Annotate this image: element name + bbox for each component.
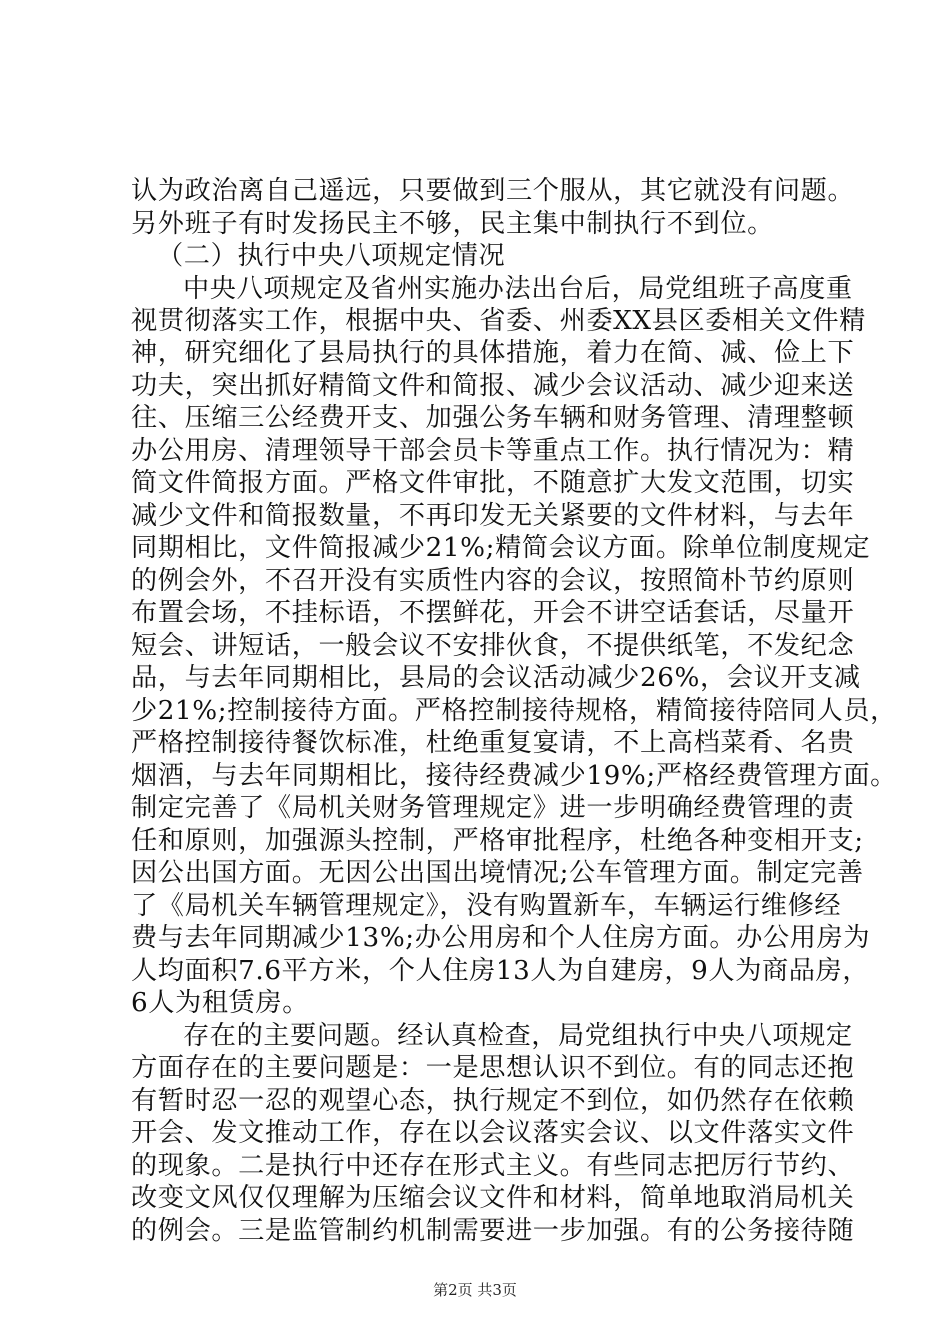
text-line: 短会、讲短话，一般会议不安排伙食，不提供纸笔，不发纪念 [131, 631, 855, 661]
text-line: 往、压缩三公经费开支、加强公务车辆和财务管理、清理整顿 [131, 403, 855, 433]
text-line: 的现象。二是执行中还存在形式主义。有些同志把厉行节约、 [131, 1151, 855, 1181]
text-line: 人均面积7.6平方米，个人住房13人为自建房，9人为商品房， [131, 956, 870, 986]
text-line: 的例会外，不召开没有实质性内容的会议，按照简朴节约原则 [131, 566, 855, 596]
text-line: 任和原则，加强源头控制，严格审批程序，杜绝各种变相开支; [131, 826, 864, 856]
text-line: 烟酒，与去年同期相比，接待经费减少19%;严格经费管理方面。 [131, 761, 897, 791]
text-line: 方面存在的主要问题是：一是思想认识不到位。有的同志还抱 [131, 1053, 855, 1083]
text-line: 布置会场，不挂标语，不摆鲜花，开会不讲空话套话，尽量开 [131, 598, 855, 628]
text-line: 存在的主要问题。经认真检查，局党组执行中央八项规定 [183, 1021, 853, 1051]
text-line: 同期相比，文件简报减少21%;精简会议方面。除单位制度规定 [131, 533, 871, 563]
text-line: 品，与去年同期相比，县局的会议活动减少26%，会议开支减 [131, 663, 861, 693]
text-line: 因公出国方面。无因公出国出境情况;公车管理方面。制定完善 [131, 858, 864, 888]
text-line: 的例会。三是监管制约机制需要进一步加强。有的公务接待随 [131, 1216, 855, 1246]
text-line: 视贯彻落实工作，根据中央、省委、州委XX县区委相关文件精 [131, 306, 866, 336]
text-line: 了《局机关车辆管理规定》，没有购置新车，车辆运行维修经 [131, 891, 842, 921]
text-line: 办公用房、清理领导干部会员卡等重点工作。执行情况为：精 [131, 436, 855, 466]
text-line: 功夫，突出抓好精简文件和简报、减少会议活动、减少迎来送 [131, 371, 855, 401]
text-line: 开会、发文推动工作，存在以会议落实会议、以文件落实文件 [131, 1118, 855, 1148]
page-number-footer: 第2页 共3页 [433, 1281, 517, 1299]
text-line: 减少文件和简报数量，不再印发无关紧要的文件材料，与去年 [131, 501, 855, 531]
text-line: 制定完善了《局机关财务管理规定》进一步明确经费管理的责 [131, 793, 855, 823]
text-line: 严格控制接待餐饮标准，杜绝重复宴请，不上高档菜肴、名贵 [131, 728, 855, 758]
text-line: 中央八项规定及省州实施办法出台后，局党组班子高度重 [183, 274, 853, 304]
text-line: 有暂时忍一忍的观望心态，执行规定不到位，如仍然存在依赖 [131, 1086, 855, 1116]
text-line: 改变文风仅仅理解为压缩会议文件和材料，简单地取消局机关 [131, 1183, 855, 1213]
section-heading: （二）执行中央八项规定情况 [157, 241, 506, 271]
text-line: 另外班子有时发扬民主不够，民主集中制执行不到位。 [131, 209, 774, 239]
text-line: 神，研究细化了县局执行的具体措施，着力在简、减、俭上下 [131, 338, 855, 368]
text-line: 费与去年同期减少13%;办公用房和个人住房方面。办公用房为 [131, 923, 871, 953]
text-line: 少21%;控制接待方面。严格控制接待规格，精简接待陪同人员， [131, 696, 897, 726]
text-line: 简文件简报方面。严格文件审批，不随意扩大发文范围，切实 [131, 468, 855, 498]
text-line: 6人为租赁房。 [131, 988, 309, 1018]
text-line: 认为政治离自己遥远，只要做到三个服从，其它就没有问题。 [131, 176, 855, 206]
